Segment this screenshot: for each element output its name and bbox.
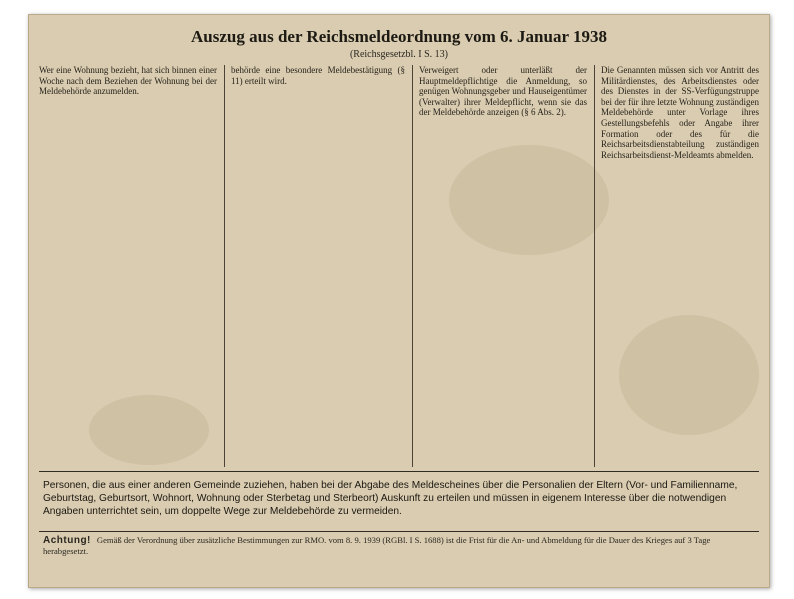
attention-label: Achtung! bbox=[43, 535, 91, 546]
text-column-1: Wer eine Wohnung bezieht, hat sich binnen einer Woche nach dem Beziehen der Wohnung bei der Meldebehörde anzumelden. bbox=[39, 65, 217, 97]
document-title: Auszug aus der Reichsmeldeordnung vom 6. Januar 1938 bbox=[191, 27, 607, 46]
attention-note bbox=[43, 535, 755, 557]
text-column-3: Verweigert oder unterläßt der Hauptmeldepflichtige die Anmeldung, so genügen Wohnungsgeber und Hauseigentümer (Verwalter) ihrer Meldepflicht, wenn sie das der Meldebehörde anzeigen (§ 6 Abs. 2). bbox=[419, 65, 587, 118]
footer-divider-bottom bbox=[39, 531, 759, 532]
column-divider bbox=[594, 65, 595, 467]
column-divider bbox=[224, 65, 225, 467]
column-divider bbox=[412, 65, 413, 467]
text-column-2: behörde eine besondere Meldebestätigung (§ 11) erteilt wird. bbox=[231, 65, 405, 86]
document-subtitle: (Reichsgesetzbl. I S. 13) bbox=[349, 49, 449, 60]
footer-notice: Personen, die aus einer anderen Gemeinde zuziehen, haben bei der Abgabe des Meldescheines über die Personalien der Eltern (Vor- und Familienname, Geburtstag, Geburtsort, Wohnort, Wohnung oder Sterbetag und Sterbeort) Auskunft zu erteilen und müssen in eigenem Interesse über die notwendigen Angaben unterrichtet sein, um doppelte Wege zur Meldebehörde zu vermeiden. bbox=[43, 480, 738, 517]
text-column-4: Die Genannten müssen sich vor Antritt des Militärdienstes, des Arbeitsdienstes oder des Dienstes in der SS-Verfügungstruppe bei der für ihre letzte Wohnung zuständigen Meldebehörde unter Vorlage ihres Gestellungsbefehls oder Angabe ihrer Formation oder des für die Reichsarbeitsdienstabteilung zuständigen Reichsarbeitsdienst-Meldeamts abmelden. bbox=[601, 65, 759, 160]
attention-text: Gemäß der Verordnung über zusätzliche Bestimmungen zur RMO. vom 8. 9. 1939 (RGBl. I S. 1688) ist die Frist für die An- und Abmeldung für die Dauer des Krieges auf 3 Tage herabgesetzt. bbox=[43, 535, 711, 556]
footer-divider-top bbox=[39, 471, 759, 472]
document-sheet bbox=[28, 14, 770, 588]
